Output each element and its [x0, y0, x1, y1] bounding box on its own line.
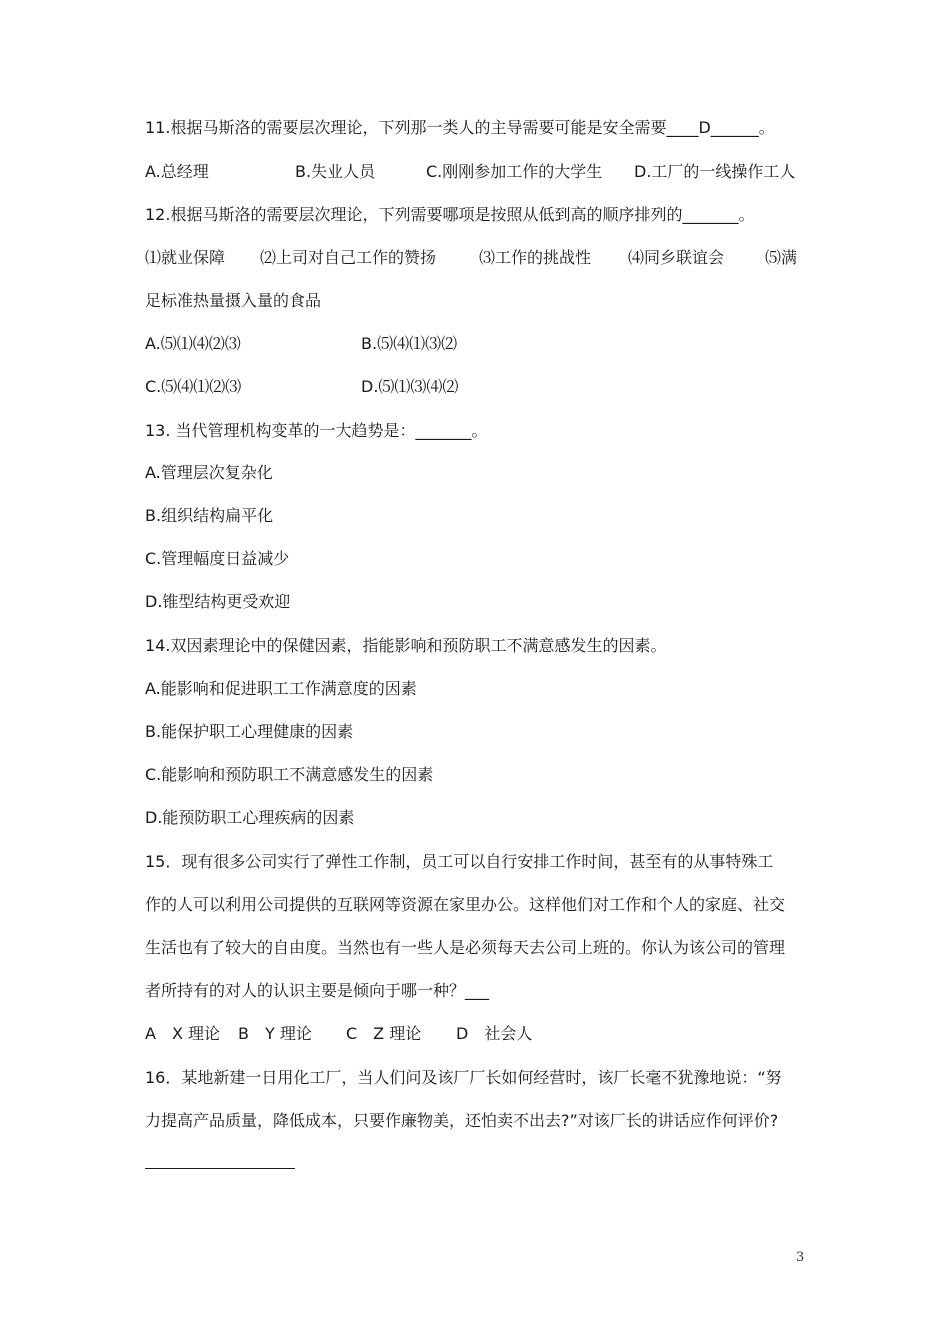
q12-item-1: ⑴就业保障	[145, 248, 226, 267]
q15-line-2: 作的人可以利用公司提供的互联网等资源在家里办公。这样他们对工作和个人的家庭、社交	[145, 895, 786, 914]
q12-items-cont: 足标准热量摄入量的食品	[145, 291, 322, 310]
q12-option-b: B.⑸⑷⑴⑶⑵	[361, 334, 458, 353]
q13-option-a: A.管理层次复杂化	[145, 463, 273, 482]
q15-option-a: A X 理论	[145, 1024, 220, 1043]
q13-option-d: D.锥型结构更受欢迎	[145, 592, 291, 611]
q14-stem: 14.双因素理论中的保健因素，指能影响和预防职工不满意感发生的因素。	[145, 636, 667, 655]
q15-line-3: 生活也有了较大的自由度。当然也有一些人是必须每天去公司上班的。你认为该公司的管理	[145, 938, 786, 957]
q14-option-a: A.能影响和促进职工工作满意度的因素	[145, 679, 417, 698]
q12-item-4: ⑷同乡联谊会	[628, 248, 725, 267]
q14-option-d: D.能预防职工心理疾病的因素	[145, 808, 355, 827]
q12-item-5: ⑸满	[765, 248, 798, 267]
q13-option-b: B.组织结构扁平化	[145, 506, 274, 525]
q15-line-4: 者所持有的对人的认识主要是倾向于哪一种？___	[145, 981, 490, 1000]
q16-line-2: 力提高产品质量，降低成本，只要作廉物美，还怕卖不出去?”对该厂长的讲话应作何评价?	[145, 1111, 779, 1130]
q12-stem: 12.根据马斯洛的需要层次理论，下列需要哪项是按照从低到高的顺序排列的_______。	[145, 205, 755, 224]
q16-line-1: 16．某地新建一日用化工厂，当人们问及该厂厂长如何经营时，该厂长毫不犹豫地说：“努	[145, 1068, 782, 1087]
q15-option-c: C Z 理论	[346, 1024, 422, 1043]
q11-stem: 11.根据马斯洛的需要层次理论，下列那一类人的主导需要可能是安全需要____D______。	[145, 118, 775, 137]
q11-option-d: D.工厂的一线操作工人	[634, 162, 796, 181]
q15-option-d: D 社会人	[456, 1024, 533, 1043]
q16-answer-blank	[145, 1168, 295, 1169]
q12-option-a: A.⑸⑴⑷⑵⑶	[145, 334, 241, 353]
q11-option-a: A.总经理	[145, 162, 209, 181]
q13-stem: 13. 当代管理机构变革的一大趋势是：_______。	[145, 421, 488, 440]
q13-option-c: C.管理幅度日益减少	[145, 549, 290, 568]
q11-option-c: C.刚刚参加工作的大学生	[426, 162, 603, 181]
q12-item-3: ⑶工作的挑战性	[479, 248, 592, 267]
q15-line-1: 15．现有很多公司实行了弹性工作制，员工可以自行安排工作时间，甚至有的从事特殊工	[145, 852, 774, 871]
q11-option-b: B.失业人员	[295, 162, 376, 181]
q14-option-c: C.能影响和预防职工不满意感发生的因素	[145, 765, 434, 784]
page-number: 3	[796, 1250, 805, 1265]
q12-option-c: C.⑸⑷⑴⑵⑶	[145, 377, 242, 396]
q12-option-d: D.⑸⑴⑶⑷⑵	[361, 377, 459, 396]
q14-option-b: B.能保护职工心理健康的因素	[145, 722, 354, 741]
q12-item-2: ⑵上司对自己工作的赞扬	[260, 248, 437, 267]
q15-option-b: B Y 理论	[238, 1024, 312, 1043]
